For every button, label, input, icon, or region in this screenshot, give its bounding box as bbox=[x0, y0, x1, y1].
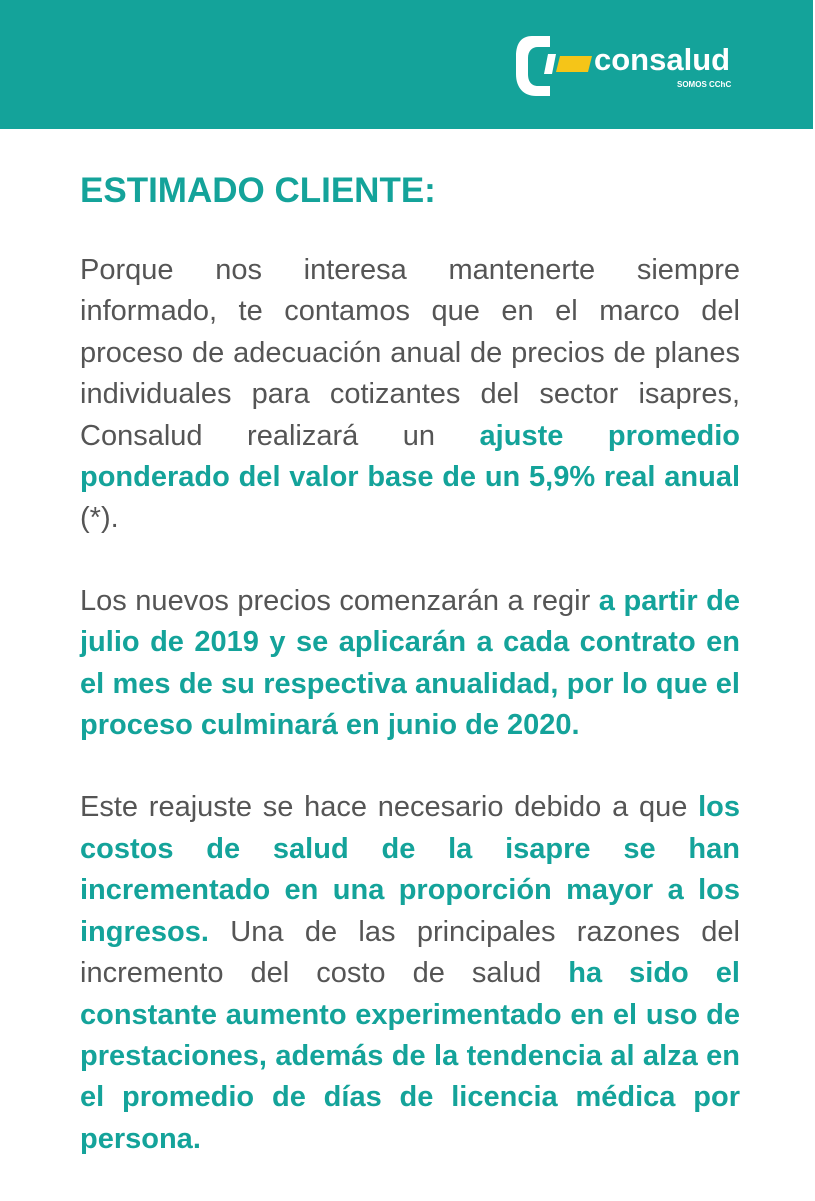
highlight-usage: ha sido el constante aumento experimentado en el uso de prestaciones, además de la tendencia al alza en el promedio de días de licencia médica por persona. bbox=[80, 957, 740, 1155]
consalud-logo bbox=[512, 30, 742, 100]
highlight-adjustment: ajuste promedio ponderado del valor base de un 5,9% real anual bbox=[80, 419, 740, 494]
paragraph-text: (*). bbox=[80, 502, 119, 535]
highlight-schedule: a partir de julio de 2019 y se aplicarán a cada contrato en el mes de su respectiva anualidad, por lo que el proceso culminará en junio de 2020. bbox=[80, 584, 740, 742]
paragraph-text: Porque nos interesa mantenerte siempre informado, te contamos que en el marco del proceso de adecuación anual de precios de planes individuales para cotizantes del sector isapres, Consalud realizará un bbox=[80, 254, 740, 452]
consalud-c-logo-icon bbox=[512, 30, 592, 100]
brand-header bbox=[0, 0, 813, 129]
brand-name: consalud bbox=[594, 42, 731, 77]
paragraph-reason bbox=[80, 787, 740, 1160]
paragraph-adjustment bbox=[80, 250, 740, 540]
brand-tagline: SOMOS CChC bbox=[677, 80, 732, 89]
letter-body bbox=[80, 160, 740, 1201]
paragraph-schedule bbox=[80, 581, 740, 747]
paragraph-text: Los nuevos precios comenzarán a regir bbox=[80, 584, 599, 617]
letter-title: ESTIMADO CLIENTE: bbox=[80, 171, 436, 210]
paragraph-text: Una de las principales razones del incremento del costo de salud bbox=[80, 915, 740, 990]
highlight-costs: los costos de salud de la isapre se han incrementado en una proporción mayor a los ingresos. bbox=[80, 791, 740, 948]
paragraph-text: Este reajuste se hace necesario debido a que bbox=[80, 791, 699, 824]
